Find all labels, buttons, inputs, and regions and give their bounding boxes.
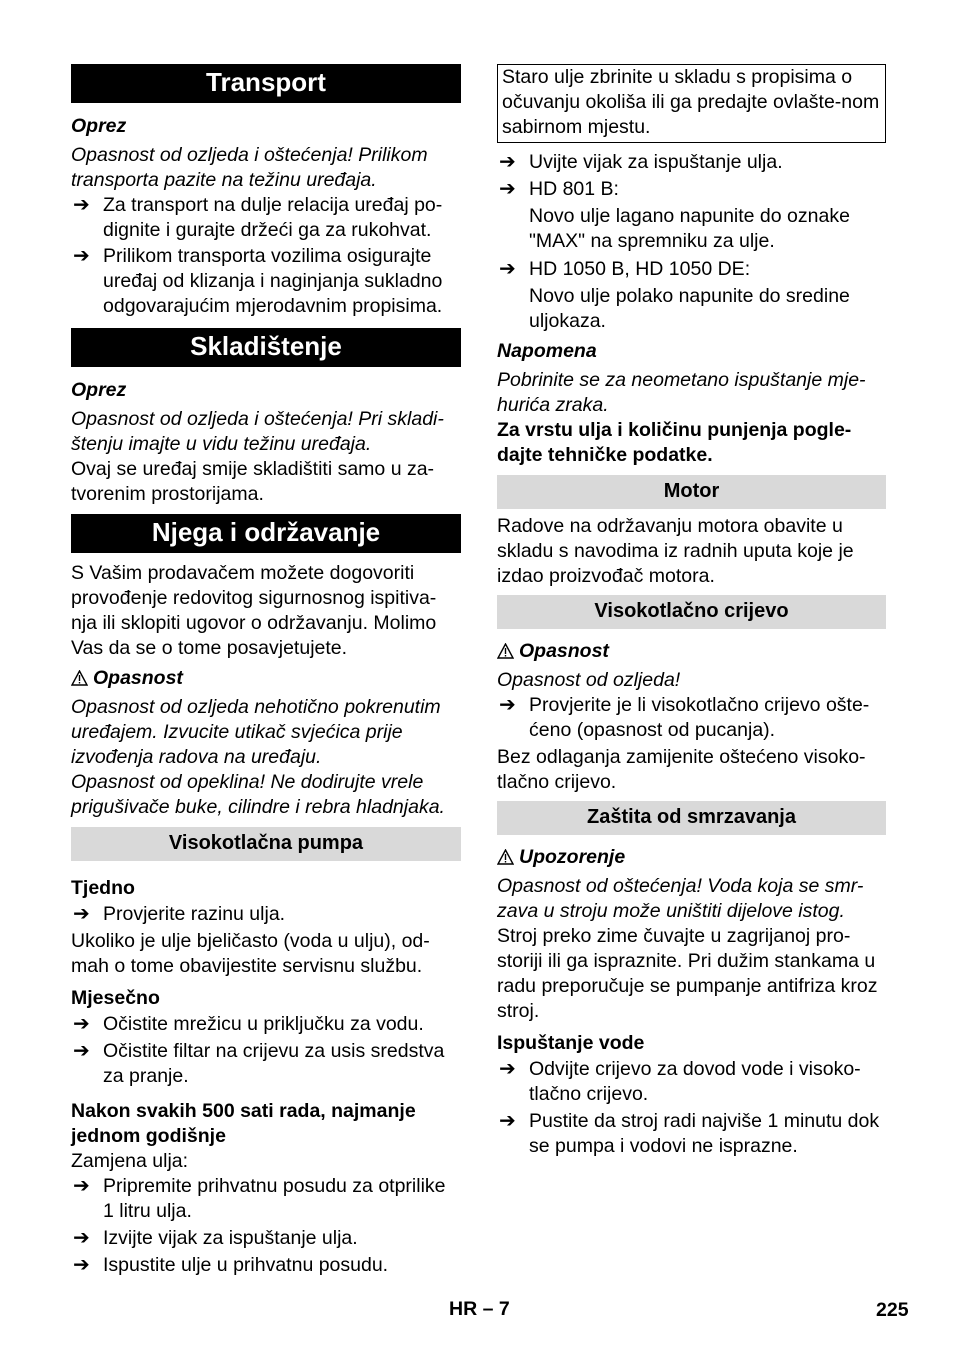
list-item: ➔ Očistite filtar na crijevu za usis sredstva za pranje. [73,1040,445,1087]
left-column [71,64,461,1278]
arrow-icon: ➔ [499,178,516,200]
warning-triangle-icon [71,666,93,691]
arrow-icon: ➔ [499,1110,516,1132]
arrow-icon: ➔ [73,1227,90,1249]
arrow-icon: ➔ [73,245,90,267]
danger-text: Opasnost od ozljeda nehotično pokrenutim uređajem. Izvucite utikač svjećica prije izvođenja radova na uređaju. [71,696,441,768]
frost-text: Stroj preko zime čuvajte u zagrijanoj pro-storiji ili ga ispraznite. Pri dužim stankama u radu preporučuje se pumpanje antifriza kroz stroj. [497,925,878,1022]
monthly-label: Mjesečno [71,987,160,1009]
list-item: ➔ Odvijte crijevo za dovod vode i visoko-tlačno crijevo. [499,1058,861,1105]
list-item: ➔ Očistite mrežicu u priključku za vodu. [73,1013,424,1035]
list-item: ➔ Izvijte vijak za ispuštanje ulja. [73,1227,358,1249]
arrow-icon: ➔ [499,258,516,280]
danger-heading: Opasnost [497,639,886,664]
list-item: ➔ Pripremite prihvatnu posudu za otprilike 1 litru ulja. [73,1175,446,1222]
arrow-icon: ➔ [73,1040,90,1062]
danger-heading: Opasnost [71,666,461,691]
arrow-icon: ➔ [499,694,516,716]
notice-box: Staro ulje zbrinite u skladu s propisima o očuvanju okoliša ili ga predajte ovlašte-nom sabirnom mjestu. [497,64,886,143]
warning-text: Opasnost od oštećenja! Voda koja se smr-zava u stroju može uništiti dijelove istog. [497,875,864,922]
heading-care: Njega i održavanje [71,514,461,553]
caution-label: Oprez [71,115,127,137]
storage-text: Ovaj se uređaj smije skladištiti samo u za-tvorenim prostorijama. [71,458,435,505]
hours-label: Nakon svakih 500 sati rada, najmanje jednom godišnje [71,1100,416,1147]
arrow-icon: ➔ [73,1013,90,1035]
care-intro: S Vašim prodavačem možete dogovoriti provođenje redovitog sigurnosnog ispitiva-nja ili sklopiti ugovor o održavanju. Molimo Vas da se o tome posavjetujete. [71,562,437,659]
heading-storage: Skladištenje [71,328,461,367]
heading-transport: Transport [71,64,461,103]
heading-hose: Visokotlačno crijevo [497,595,886,629]
arrow-icon: ➔ [73,1254,90,1276]
list-item: ➔ Uvijte vijak za ispuštanje ulja. [499,151,783,173]
list-item: ➔ Pustite da stroj radi najviše 1 minutu dok se pumpa i vodovi ne isprazne. [499,1110,880,1157]
arrow-icon: ➔ [499,1058,516,1080]
arrow-icon: ➔ [73,903,90,925]
list-item: ➔ HD 801 B: [499,178,619,200]
danger-text: Opasnost od ozljeda! [497,669,681,691]
right-column [497,64,886,1159]
warning-heading: Upozorenje [497,845,886,870]
list-item: ➔ Prilikom transporta vozilima osigurajte uređaj od klizanja i naginjanja sukladno odgovarajućim mjerodavnim propisima. [73,245,443,317]
heading-frost: Zaštita od smrzavanja [497,801,886,835]
list-item: ➔ Provjerite razinu ulja. [73,903,286,925]
note-label: Napomena [497,340,597,362]
arrow-icon: ➔ [499,151,516,173]
weekly-label: Tjedno [71,877,135,899]
heading-pump: Visokotlačna pumpa [71,827,461,861]
list-item: ➔ Ispustite ulje u prihvatnu posudu. [73,1254,389,1276]
caution-text: Opasnost od ozljeda i oštećenja! Pri skladi-štenju imajte u vidu težinu uređaja. [71,408,444,455]
list-item: ➔ Za transport na dulje relacija uređaj po-dignite i gurajte držeći ga za rukohvat. [73,194,443,241]
warning-triangle-icon [497,639,519,664]
hd1050-text: Novo ulje polako napunite do sredine uljokaza. [529,285,850,332]
arrow-icon: ➔ [73,1175,90,1197]
weekly-text: Ukoliko je ulje bjeličasto (voda u ulju), od-mah o tome obavijestite servisnu službu. [71,930,430,977]
caution-label: Oprez [71,379,127,401]
warning-triangle-icon [497,845,519,870]
note-bold-text: Za vrstu ulja i količinu punjenja pogle-dajte tehničke podatke. [497,419,852,466]
page-number: 225 [876,1299,909,1321]
motor-text: Radove na održavanju motora obavite u skladu s navodima iz radnih uputa koje je izdao proizvođač motora. [497,515,854,587]
caution-text: Opasnost od ozljeda i oštećenja! Prilikom transporta pazite na težinu uređaja. [71,144,428,191]
arrow-icon: ➔ [73,194,90,216]
hose-text: Bez odlaganja zamijenite oštećeno visoko-tlačno crijevo. [497,746,866,793]
footer-section: HR – 7 [449,1298,510,1320]
list-item: ➔ Provjerite je li visokotlačno crijevo ošte-ćeno (opasnost od pucanja). [499,694,870,741]
danger-text: Opasnost od opeklina! Ne dodirujte vrele prigušivače buke, cilindre i rebra hladnjaka. [71,771,445,818]
drain-label: Ispuštanje vode [497,1032,645,1054]
hd801-text: Novo ulje lagano napunite do oznake "MAX" na spremniku za ulje. [529,205,850,252]
note-text: Pobrinite se za neometano ispuštanje mje-hurića zraka. [497,369,866,416]
list-item: ➔ HD 1050 B, HD 1050 DE: [499,258,751,280]
oil-change-text: Zamjena ulja: [71,1150,189,1172]
heading-motor: Motor [497,475,886,509]
